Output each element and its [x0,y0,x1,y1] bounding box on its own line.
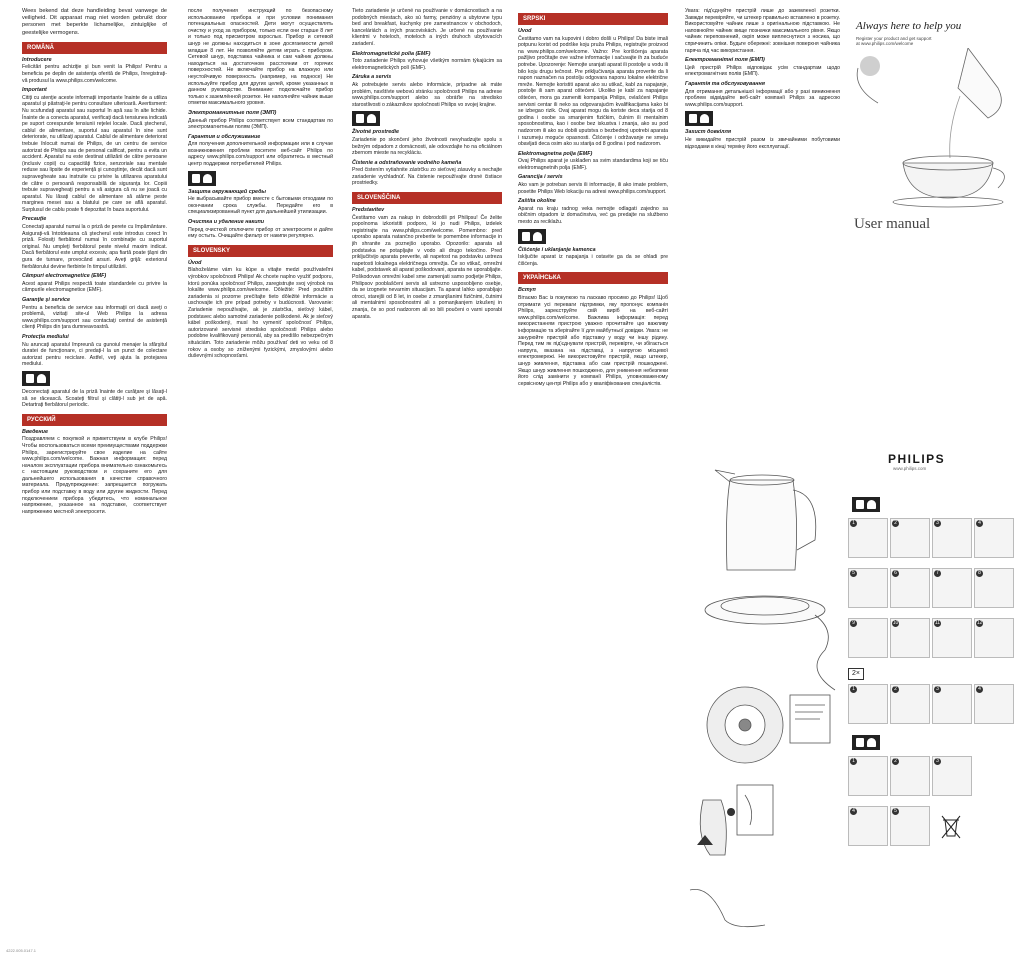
kettle-pouring-illustration [848,48,1018,208]
step-number: 6 [892,570,899,577]
section-heading: Гарантія та обслуговування [685,80,765,87]
warning-icon [685,111,713,126]
warning-icon [22,371,50,386]
tagline-sub: Register your product and get support at www.philips.com/welcome [856,36,932,46]
section-body: Pred čistením vytiahnite zástrčku zo sieťovej zásuvky a nechajte zariadenie vychladnúť. Na čistenie nepoužívajte drsné čistiace prostriedky. [352,167,502,187]
section-body: Felicitări pentru achiziţie şi bun venit la Philips! Pentru a beneficia pe deplin de asistenţa oferită de Philips, înregistraţi-vă produsul la www.philips.com/welcome. [22,64,167,84]
section-body: Nu aruncaţi aparatul împreună cu gunoiul menajer la sfârşitul duratei de funcţionare, ci predaţi-l la un punct de colectare autorizat pentru reciclare. Astfel, veţi ajuta la protejarea mediului. [22,341,167,368]
step-number: 4 [976,520,983,527]
step-number: 3 [934,758,941,765]
section-body: Čestitamo vam na kupovini i dobro došli u Philips! Da biste imali potpunu korist od podrške koju pruža Philips, registrujte proizvod na www.philips.com/welcome. Važno: Pre korišćenja aparata pažljivo pročitajte ove važne informacije i sačuvajte ih za buduće potrebe. Upozorenje: Nemojte uranjati aparat ili postolje u vodu ili bilo koju drugu tečnost. Pre priključivanja aparata proverite da li napon naznačen na postolju odgovara naponu lokalne električne mreže. Nemojte koristiti aparat ako su utikač, kabl za napajanje, postolje ili sam aparat oštećeni. Ukoliko je kabl za napajanje oštećen, mora ga zameniti kompanija Philips, ovlašćeni Philips servisni centar ili neko sa odgovarajućim kvalifikacijama kako bi se izbegao rizik. Ovaj aparat mogu da koriste deca starija od 8 godina i osobe sa smanjenim fizičkim, čulnim ili mentalnim sposobnostima, kao i osobe bez iskustva i znanja, ako su pod nadzorom ili ako su dobili uputstva o bezbednoj upotrebi aparata i razumeju moguće opasnosti. Čišćenje i održavanje ne smeju obavljati deca osim ako su starija od 8 godina i pod nadzorom. [518,35,668,148]
kettle-illustration [685,450,845,950]
warning-icon [188,171,216,186]
repeat-badge: 2× [848,668,864,680]
section-heading: Гарантия и обслуживание [188,133,261,140]
section-heading: Електромагнітні поля (ЕМП) [685,57,765,64]
section-body: Не викидайте пристрій разом із звичайними побутовими відходами в кінці терміну його експлуатації. [685,136,840,150]
website-text: www.philips.com [893,466,927,471]
warning-icon [352,111,380,126]
section-heading: Garancija i servis [518,174,563,181]
step-number: 2 [892,520,899,527]
section-heading: Очистка и удаление накипи [188,219,265,226]
clean-step-5-image [890,806,930,846]
clean-step-2-image [890,756,930,796]
section-body: Увага: під'єднуйте пристрій лише до заземленої розетки. Завжди перевіряйте, чи штекер правильно вставлено в розетку. Використовуйте чайник лише з оригінальною підставкою. Не наповнюйте чайник вище позначки максимального рівня. Якщо чайник переповнений, окріп може виплеснутися з носика, що спричинить опіки. Будьте обережні: зовнішня поверхня чайника гаряча під час використання. [685,8,840,54]
section-body: Zariadenie po skončení jeho životnosti nevyhadzujte spolu s bežným odpadom z domácnosti, ale odovzdajte ho na oficiálnom zbernom mieste na recykláciu. [352,136,502,157]
section-heading: Zaštita okoline [518,198,556,205]
section-heading: Введение [22,428,48,435]
section-body: Čestitamo vam za nakup in dobrodošli pri Philipsu! Če želite popolnoma izkoristiti podporo, ki jo nudi Philips, izdelek registrirajte na www.philips.com/welcome. Pomembno: pred uporabo aparata natančno preberite te pomembne informacije in jih shranite za poznejšo uporabo. Opozorilo: aparata ali podstavka ne potapljajte v vodo ali drugo tekočino. Pred priključitvijo aparata preverite, ali napetost na podstavku ustreza napetosti lokalnega električnega omrežja. Če so vtikač, omrežni kabel, podstavek ali aparat poškodovani, aparata ne uporabljajte. Poškodovan omrežni kabel sme zamenjati samo podjetje Philips, Philipsov pooblaščeni servis ali ustrezno usposobljeno osebje, da se izognete nevarnim situacijam. Ta aparat lahko uporabljajo otroci, starejši od 8 let, in osebe z zmanjšanimi fizičnimi, čutnimi ali mentalnimi sposobnostmi ali s pomanjkanjem izkušenj in znanja, če so pod nadzorom ali so bili poučeni o varni uporabi aparata. [352,214,502,320]
section-heading: Uvod [518,28,532,34]
section-heading: Вступ [518,287,536,294]
section-body: Перед очисткой отключите прибор от электросети и дайте ему остыть. Очищайте фильтр от накипи регулярно. [188,226,333,240]
section-heading: Garanţie şi service [22,297,70,303]
section-bar-romana: ROMÂNĂ [22,42,167,54]
step-number: 5 [850,570,857,577]
column-romana [22,8,167,948]
section-heading: Úvod [188,259,202,266]
step-10-image [890,618,930,658]
clean-step-4-image [848,806,888,846]
section-bar-srpski: SRPSKI [518,13,668,25]
section-body: Ak potrebujete servis alebo informácie, prípadne ak máte problém, navštívte webovú stránku spoločnosti Philips na adrese www.philips.com/support alebo sa obráťte na stredisko starostlivosti o zákazníkov spoločnosti Philips vo svojej krajine. [352,81,502,108]
step-4-image [974,518,1014,558]
section-body: Цей пристрій Philips відповідає усім стандартам щодо електромагнітних полів (ЕМП). [685,64,840,78]
column-russian [188,8,333,948]
weee-bin-icon [940,814,962,840]
column-ukrainian [685,8,840,448]
manual-title: User manual [854,216,931,232]
section-body: Conectaţi aparatul numai la o priză de perete cu împământare. Asiguraţi-vă întotdeauna că ştecherul este introdus corect în priză. Folosiţi fierbătorul numai în combinaţie cu suportul original. Nu umpleţi fierbătorul peste nivelul maxim indicat. Dacă fierbătorul este umplut excesiv, apa fiartă poate ţâşni din gura de turnare, provocând arsuri. Aveţi grijă: exteriorul fierbătorului devine fierbinte în timpul utilizării. [22,224,167,270]
clean-step-1-image [848,756,888,796]
cleaning-icon [852,735,880,750]
section-body: Не выбрасывайте прибор вместе с бытовыми отходами по окончании срока службы. Передайте его в специализированный пункт для дальнейшей утилизации. [188,196,333,216]
step-13-image [848,684,888,724]
section-body: Citiţi cu atenţie aceste informaţii importante înainte de a utiliza aparatul şi păstraţi-le pentru consultare ulterioară. Avertisment: Nu scufundaţi aparatul sau suportul în apă sau în alte lichide. Înainte de a conecta aparatul, verificaţi dacă tensiunea indicată pe suport corespunde tensiunii reţelei locale. Dacă ştecherul, cablul de alimentare, suportul sau aparatul în sine sunt deteriorate, nu utilizaţi aparatul. Cablul de alimentare deteriorat trebuie înlocuit numai de Philips, de un centru de service autorizat de Philips sau de personal calificat, pentru a evita un accident. Aparatul nu este destinat utilizării de către persoane (inclusiv copii) cu capacităţi fizice, senzoriale sau mentale reduse sau lipsite de experienţă şi cunoştinţe, decât dacă sunt supravegheate sau instruite cu privire la utilizarea aparatului de către o persoană responsabilă de siguranţa lor. Copiii trebuie supravegheaţi pentru a vă asigura că nu se joacă cu aparatul. Nu lăsaţi cablul de alimentare să atârne peste marginea mesei sau a blatului pe care se află aparatul. Surplusul de cablu poate fi depozitat în baza suportului. [22,94,167,213]
section-body: Deconectaţi aparatul de la priză înainte de curăţare şi lăsaţi-l să se răcească. Scoateţi filtrul şi clătiţi-l sub jet de apă. Detartraţi fierbătorul periodic. [22,388,167,409]
section-body: Aparat na kraju radnog veka nemojte odlagati zajedno sa običnim otpadom iz domaćinstva, već ga predajte na službeno mesto za reciklažu. [518,205,668,226]
section-body: Поздравляем с покупкой и приветствуем в клубе Philips! Чтобы воспользоваться всеми преимуществами поддержки Philips, зарегистрируйте свое изделие на сайте www.philips.com/welcome. Важная информация: перед началом эксплуатации прибора внимательно ознакомьтесь с настоящим руководством и сохраните его для дальнейшего использования в качестве справочного материала. Предупреждение: запрещается погружать прибор или подставку в воду или другие жидкости. Перед подключением прибора убедитесь, что номинальное напряжение, указанное на подставке, соответствует напряжению местной электросети. [22,436,167,515]
column-slovensky [352,8,502,948]
warning-icon [518,229,546,244]
step-5-image [848,568,888,608]
step-number: 12 [976,620,983,626]
column-srpski [518,8,668,948]
section-body: Isključite aparat iz napajanja i ostavite ga da se ohladi pre čišćenja. [518,254,668,267]
section-heading: Электромагнитные поля (ЭМП) [188,109,277,116]
step-7-image [932,568,972,608]
section-body: Для получения дополнительной информации или в случае возникновения проблем посетите веб-сайт Philips по адресу www.philips.com/support или обратитесь в местный центр поддержки потребителей Philips. [188,141,333,168]
step-9-image [848,618,888,658]
step-number: 7 [934,570,941,577]
step-number: 1 [850,686,857,693]
section-body: Blahoželáme vám ku kúpe a vitajte medzi používateľmi výrobkov spoločnosti Philips! Ak chcete naplno využiť podporu, ktorú ponúka spoločnosť Philips, zaregistrujte svoj výrobok na lokalite www.philips.com/welcome. Dôležité: Pred použitím zariadenia si pozorne prečítajte tieto dôležité informácie a uschovajte ich pre prípad potreby v budúcnosti. Varovanie: Zariadenie nepoužívajte, ak je zástrčka, sieťový kábel, podstavec alebo samotné zariadenie poškodené. Ak je sieťový kábel poškodený, musí ho vymeniť spoločnosť Philips, autorizované servisné stredisko spoločnosti Philips alebo podobne kvalifikovaný personál, aby sa predišlo nebezpečným situáciám. Toto zariadenie môžu používať deti vo veku od 8 rokov a osoby so zníženými fyzickými, zmyslovými alebo duševnými schopnosťami. [188,267,333,360]
section-bar-russian: РУССКИЙ [22,414,167,426]
step-number: 9 [850,620,857,627]
step-number: 1 [850,520,857,527]
step-6-image [890,568,930,608]
step-3-image [932,518,972,558]
section-heading: Elektromagnetické polia (EMF) [352,50,431,57]
section-bar-slovensky: SLOVENSKY [188,245,333,257]
section-heading: Predstavitev [352,207,385,214]
steps-panel [848,494,1018,954]
logo-icon [860,56,880,76]
section-heading: Životné prostredie [352,129,400,136]
step-15-image [932,684,972,724]
section-body: Вітаємо Вас із покупкою та ласкаво просимо до Philips! Щоб отримати усі переваги підтримки, яку пропонує компанія Philips, зареєструйте свій виріб на веб-сайті www.philips.com/welcome. Важлива інформація: перед використанням пристрою уважно прочитайте цю важливу інформацію та зберігайте її для майбутньої довідки. Увага: не занурюйте пристрій або підставку у воду чи іншу рідину. Перед тим як під'єднувати пристрій, перевірте, чи збігається напруга, вказана на підставці, з напругою місцевої електромережі. Не використовуйте пристрій, якщо штекер, шнур живлення, підставка або сам пристрій пошкоджені. Якщо шнур живлення пошкоджено, для уникнення небезпеки його слід замінити у компанії Philips, уповноваженому сервісному центрі Philips або у кваліфікованих спеціалістів. [518,295,668,387]
section-heading: Câmpuri electromagnetice (EMF) [22,273,107,280]
step-number: 11 [934,620,941,626]
section-heading: Introducere [22,56,52,63]
section-heading: Important [22,87,47,94]
section-heading: Precauţie [22,216,47,223]
step-number: 3 [934,520,941,527]
section-heading: Čistenie a odstraňovanie vodného kameňa [352,159,462,166]
step-number: 3 [934,686,941,693]
section-body: Ovaj Philips aparat je usklađen sa svim standardima koji se tiču elektromagnetnih polja (EMF). [518,158,668,171]
tagline: Always here to help you [856,20,962,32]
section-heading: Čišćenje i uklanjanje kamenca [518,246,596,253]
step-16-image [974,684,1014,724]
step-number: 4 [976,686,983,693]
section-heading: Záruka a servis [352,74,392,81]
section-body: после получения инструкций по безопасному использованию прибора и при условии понимания потенциальных опасностей. Дети могут осуществлять очистку и уход за прибором, только если они старше 8 лет и только под присмотром взрослых. Прибор и сетевой шнур не должны находиться в зоне досягаемости детей младше 8 лет. Не позволяйте детям играть с прибором. Сетевой шнур, подставка чайника и сам чайник должны находиться на достаточном расстоянии от горячих поверхностей. Не включайте прибор на влажную или неустойчивую поверхность (например, на подносе) Не используйте прибор для других целей, кроме указанных в данном руководстве. Внимание: подключайте прибор только к заземлённой розетке. Не наполняйте чайник выше отметки максимального уровня. [188,8,333,107]
step-number: 8 [976,570,983,577]
philips-logo: PHILIPS [888,452,946,466]
section-heading: Защита окружающей среды [188,188,267,195]
intro-text: Wees bekend dat deze handleiding bevat vanwege de veiligheid. Dit apparaat mag niet worden gebruikt door personen met beperkte lichamelijke, zintuiglijke of geestelijke vermogens. [22,8,167,36]
kettle-diagram [685,450,845,950]
footer-code: 4222.005.0147.1 [6,948,37,953]
section-body: Pentru a beneficia de service sau informaţii ori dacă aveţi o problemă, vizitaţi site-ul Web Philips la adresa www.philips.com/support sau contactaţi centrul de asistenţă clienţi Philips din ţara dumneavoastră. [22,304,167,331]
section-bar-ukrainian: УКРАЇНСЬКА [518,272,668,284]
section-body: Acest aparat Philips respectă toate standardele cu privire la câmpurile electromagnetice (EMF). [22,280,167,294]
section-bar-slovenscina: SLOVENŠČINA [352,192,502,204]
section-heading: Захист довкілля [685,129,732,136]
step-number: 10 [892,620,899,626]
step-11-image [932,618,972,658]
step-number: 2 [892,686,899,693]
clean-step-3-image [932,756,972,796]
step-1-image [848,518,888,558]
warning-icon [852,497,880,512]
step-number: 4 [850,808,857,815]
cover-panel [848,8,1018,471]
section-body: Данный прибор Philips соответствует всем стандартам по электромагнитным полям (ЭМП). [188,117,333,131]
step-12-image [974,618,1014,658]
step-2-image [890,518,930,558]
section-body: Ako vam je potreban servis ili informacije, ili ako imate problem, posetite Philips Web lokaciju na adresi www.philips.com/support. [518,182,668,195]
section-body: Для отримання детальнішої інформації або у разі виникнення проблем відвідайте веб-сайт компанії Philips за адресою www.philips.com/support. [685,88,840,108]
step-number: 1 [850,758,857,765]
step-number: 2 [892,758,899,765]
section-body: Tieto zariadenie je určené na používanie v domácnostiach a na podobných miestach, ako sú farmy, penzióny a ubytovne typu bed and breakfast, kuchynky pre zamestnancov v obchodoch, kanceláriách a iných pracoviskách. Je určené na používanie klientmi v hoteloch, moteloch a iných druhoch ubytovacích zariadení. [352,8,502,47]
section-body: Toto zariadenie Philips vyhovuje všetkým normám týkajúcim sa elektromagnetických polí (EMF). [352,58,502,71]
step-8-image [974,568,1014,608]
step-number: 5 [892,808,899,815]
section-heading: Protecţia mediului [22,333,69,340]
step-14-image [890,684,930,724]
section-heading: Elektromagnetna polja (EMF) [518,150,593,157]
